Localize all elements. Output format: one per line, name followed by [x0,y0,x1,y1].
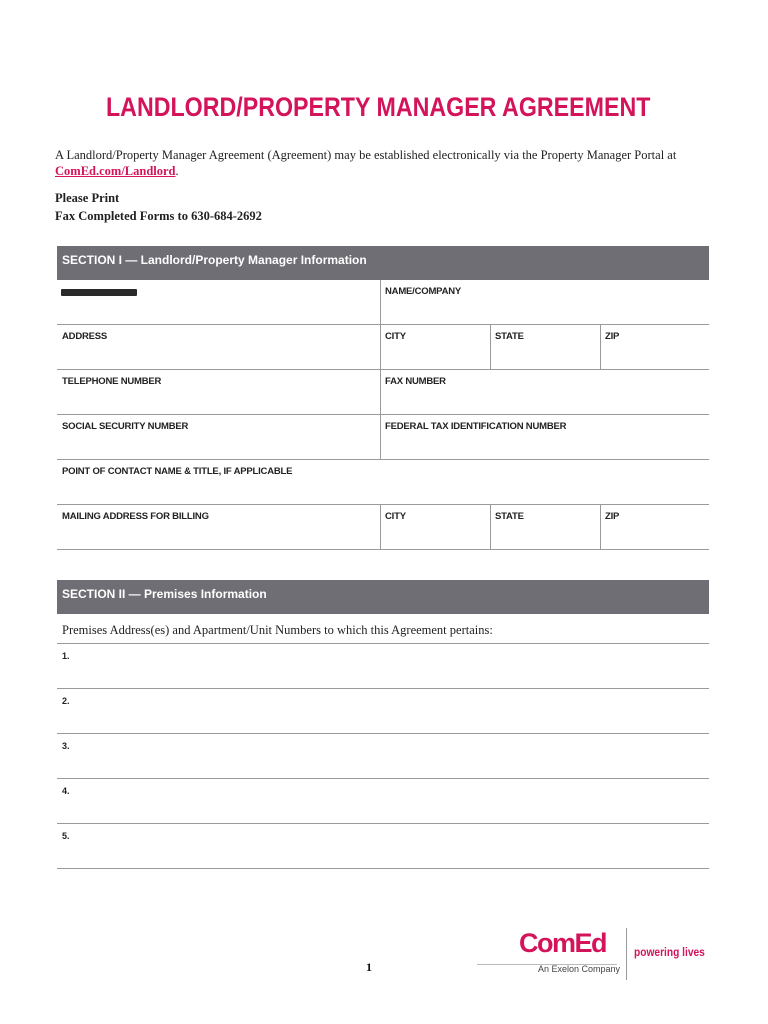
billing-state-label: STATE [495,511,524,522]
divider [57,459,709,460]
divider [57,868,709,869]
redacted-field-label [61,289,137,296]
logo-subtitle: An Exelon Company [538,964,621,974]
divider [380,280,381,459]
divider [57,504,709,505]
divider [57,643,709,644]
state-label: STATE [495,331,524,342]
telephone-label: TELEPHONE NUMBER [62,376,162,387]
zip-label: ZIP [605,331,620,342]
premises-item-number: 5. [62,831,70,841]
intro-text: A Landlord/Property Manager Agreement (Agreement) may be established electronically via the Property Manager Portal at [55,148,677,162]
divider [57,688,709,689]
page-number: 1 [366,960,372,974]
landlord-portal-link[interactable]: ComEd.com/Landlord [55,164,176,178]
billing-city-label: CITY [385,511,406,522]
divider [380,504,381,549]
address-label: ADDRESS [62,331,108,342]
premises-item-number: 1. [62,651,70,661]
billing-zip-label: ZIP [605,511,620,522]
divider [490,504,491,549]
tax-id-label: FEDERAL TAX IDENTIFICATION NUMBER [385,421,567,432]
city-label: CITY [385,331,406,342]
premises-item-number: 3. [62,741,70,751]
divider [57,733,709,734]
divider [600,324,601,369]
fax-instructions: Fax Completed Forms to 630-684-2692 [55,209,262,223]
premises-intro: Premises Address(es) and Apartment/Unit Numbers to which this Agreement pertains: [62,623,493,637]
comed-logo: ComEd [519,928,606,958]
divider [57,324,709,325]
intro-paragraph [55,147,705,179]
divider [626,928,627,980]
divider [57,778,709,779]
tagline: powering lives [634,945,705,959]
divider [57,823,709,824]
form-title: LANDLORD/PROPERTY MANAGER AGREEMENT [106,92,651,122]
ssn-label: SOCIAL SECURITY NUMBER [62,421,189,432]
section-2-header: SECTION II — Premises Information [57,580,709,614]
premises-item-number: 2. [62,696,70,706]
divider [600,504,601,549]
premises-item-number: 4. [62,786,70,796]
name-company-label: NAME/COMPANY [385,286,462,297]
divider [57,549,709,550]
divider [57,414,709,415]
contact-label: POINT OF CONTACT NAME & TITLE, IF APPLICABLE [62,466,293,477]
please-print-label: Please Print [55,191,120,205]
intro-end: . [175,164,179,178]
print-instructions [55,189,262,225]
divider [490,324,491,369]
section-1-header: SECTION I — Landlord/Property Manager Information [57,246,709,280]
divider [57,369,709,370]
mailing-address-label: MAILING ADDRESS FOR BILLING [62,511,209,522]
fax-number-label: FAX NUMBER [385,376,446,387]
